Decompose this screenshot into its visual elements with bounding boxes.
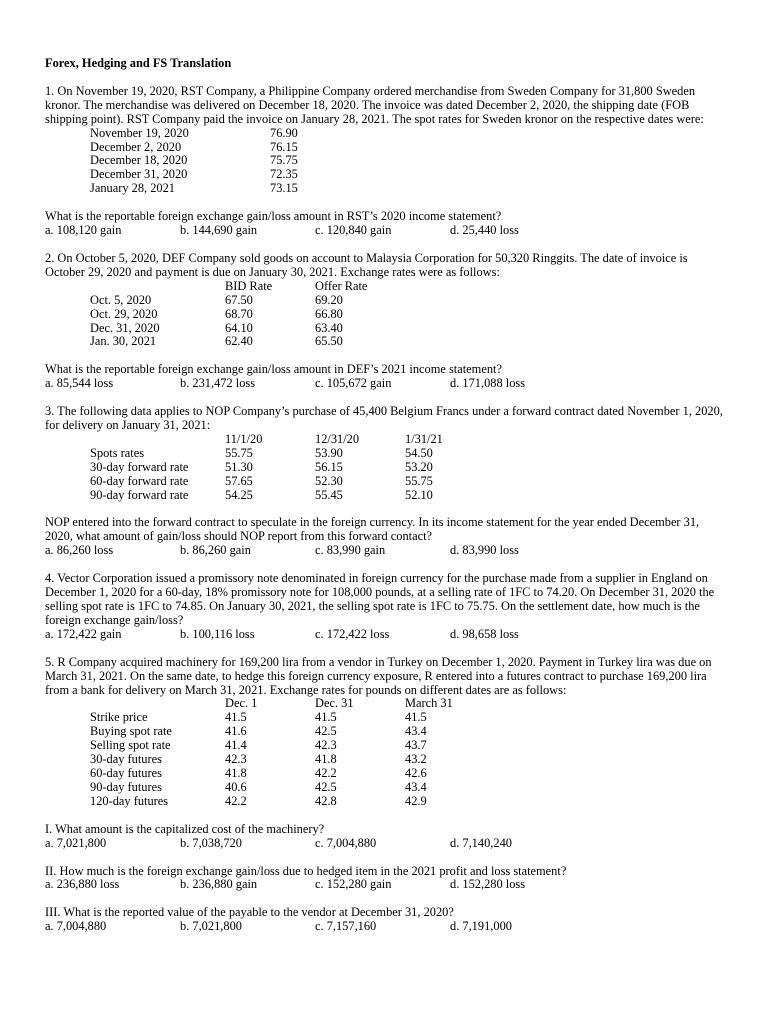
choice-b: b. 7,021,800: [180, 919, 242, 934]
table-row: Oct. 29, 2020 68.70 66.80: [90, 306, 343, 321]
question-3-prompt: NOP entered into the forward contract to speculate in the foreign currency. In its income statement for the year ended December 31, 2020, what amount of gain/loss should NOP report from this forward contact?: [45, 515, 700, 544]
table-header-row: Dec. 1 Dec. 31 March 31: [225, 696, 453, 711]
choice-a: a. 236,880 loss: [45, 877, 120, 892]
question-5-sub-3-prompt: III. What is the reported value of the payable to the vendor at December 31, 2020?: [45, 905, 454, 920]
choice-d: d. 7,191,000: [450, 919, 512, 934]
choice-c: c. 152,280 gain: [315, 877, 392, 892]
question-5-sub-3-choices: [45, 920, 725, 934]
choice-c: c. 105,672 gain: [315, 376, 392, 391]
table-header-row: 11/1/20 12/31/20 1/31/21: [225, 431, 443, 446]
choice-c: c. 83,990 gain: [315, 543, 386, 558]
choice-b: b. 86,260 gain: [180, 543, 251, 558]
question-2-prompt: What is the reportable foreign exchange gain/loss amount in DEF’s 2021 income statement?: [45, 362, 502, 377]
question-3-choices: [45, 544, 725, 558]
table-row: 90-day futures 40.6 42.5 43.4: [90, 779, 427, 794]
question-1-prompt: What is the reportable foreign exchange gain/loss amount in RST’s 2020 income statement?: [45, 209, 502, 224]
choice-a: a. 7,004,880: [45, 919, 107, 934]
question-2-rate-table: [90, 280, 405, 350]
question-4-choices: [45, 628, 725, 642]
table-row: Dec. 31, 2020 64.10 63.40: [90, 320, 343, 335]
table-row: Spots rates 55.75 53.90 54.50: [90, 445, 433, 460]
choice-b: b. 231,472 loss: [180, 376, 256, 391]
choice-c: c. 7,004,880: [315, 835, 377, 850]
table-row: December 2, 2020 76.15: [90, 139, 298, 154]
table-header-row: BID Rate Offer Rate: [225, 278, 368, 293]
choice-d: d. 25,440 loss: [450, 223, 519, 238]
question-5-text: 5. R Company acquired machinery for 169,200 lira from a vendor in Turkey on December 1, 2020. Payment in Turkey lira was due on March 31, 2021. On the same date, to hedge this foreign currency exposure, R entered into a futures contract to purchase 169,200 lira from a bank for delivery on March 31, 2021. Exchange rates for pounds on different dates are as follows:: [45, 654, 712, 697]
choice-d: d. 98,658 loss: [450, 626, 519, 641]
choice-b: b. 144,690 gain: [180, 223, 258, 238]
question-5-sub-1-prompt: I. What amount is the capitalized cost of the machinery?: [45, 821, 325, 836]
choice-d: d. 171,088 loss: [450, 376, 526, 391]
question-1-text: 1. On November 19, 2020, RST Company, a Philippine Company ordered merchandise from Sweden Company for 31,800 Sweden kronor. The merchandise was delivered on December 18, 2020. The invoice was dated December 2, 2020, the shipping date (FOB shipping point). RST Company paid the invoice on January 28, 2021. The spot rates for Sweden kronor on the respective dates were:: [45, 83, 704, 126]
question-2-choices: [45, 377, 725, 391]
choice-a: a. 172,422 gain: [45, 626, 122, 641]
question-5-rate-table: [90, 697, 495, 808]
question-1-choices: [45, 224, 725, 238]
table-row: 30-day forward rate 51.30 56.15 53.20: [90, 459, 433, 474]
table-row: Oct. 5, 2020 67.50 69.20: [90, 292, 343, 307]
question-1-rate-table: [90, 127, 298, 197]
document-page: [45, 57, 725, 934]
table-row: 90-day forward rate 54.25 55.45 52.10: [90, 487, 433, 502]
choice-b: b. 100,116 loss: [180, 626, 255, 641]
choice-b: b. 7,038,720: [180, 835, 242, 850]
table-row: 120-day futures 42.2 42.8 42.9: [90, 793, 427, 808]
question-3-text: 3. The following data applies to NOP Company’s purchase of 45,400 Belgium Francs under a forward contract dated November 1, 2020, for delivery on January 31, 2021:: [45, 404, 723, 433]
table-row: December 18, 2020 75.75: [90, 153, 298, 168]
choice-b: b. 236,880 gain: [180, 877, 258, 892]
table-row: Jan. 30, 2021 62.40 65.50: [90, 334, 343, 349]
table-row: 30-day futures 42.3 41.8 43.2: [90, 752, 427, 767]
table-row: January 28, 2021 73.15: [90, 181, 298, 196]
table-row: Strike price 41.5 41.5 41.5: [90, 710, 427, 725]
question-5-sub-1-choices: [45, 837, 725, 851]
question-5-sub-2-choices: [45, 878, 725, 892]
document-title: Forex, Hedging and FS Translation: [45, 56, 232, 70]
choice-c: c. 172,422 loss: [315, 626, 390, 641]
table-row: 60-day futures 41.8 42.2 42.6: [90, 765, 427, 780]
choice-a: a. 7,021,800: [45, 835, 107, 850]
choice-c: c. 120,840 gain: [315, 223, 392, 238]
table-row: December 31, 2020 72.35: [90, 167, 298, 182]
choice-d: d. 83,990 loss: [450, 543, 519, 558]
question-3-rate-table: [90, 433, 495, 503]
choice-d: d. 7,140,240: [450, 835, 512, 850]
choice-a: a. 85,544 loss: [45, 376, 114, 391]
table-row: Selling spot rate 41.4 42.3 43.7: [90, 738, 427, 753]
table-row: November 19, 2020 76.90: [90, 125, 298, 140]
choice-a: a. 86,260 loss: [45, 543, 114, 558]
choice-d: d. 152,280 loss: [450, 877, 526, 892]
table-row: Buying spot rate 41.6 42.5 43.4: [90, 724, 427, 739]
question-4-text: 4. Vector Corporation issued a promissory note denominated in foreign currency for the purchase made from a supplier in England on December 1, 2020 for a 60-day, 18% promissory note for 108,000 pounds, at a selling rate of 1FC to 74.20. On December 31, 2020 the selling spot rate is 1FC to 74.85. On January 30, 2021, the selling spot rate is 1FC to 75.75. On the settlement date, how much is the foreign exchange gain/loss?: [45, 571, 715, 627]
question-5-sub-2-prompt: II. How much is the foreign exchange gain/loss due to hedged item in the 2021 profit and loss statement?: [45, 863, 567, 878]
choice-a: a. 108,120 gain: [45, 223, 122, 238]
question-2-text: 2. On October 5, 2020, DEF Company sold goods on account to Malaysia Corporation for 50,320 Ringgits. The date of invoice is October 29, 2020 and payment is due on January 30, 2021. Exchange rates were as follows:: [45, 250, 688, 279]
table-row: 60-day forward rate 57.65 52.30 55.75: [90, 473, 433, 488]
choice-c: c. 7,157,160: [315, 919, 377, 934]
